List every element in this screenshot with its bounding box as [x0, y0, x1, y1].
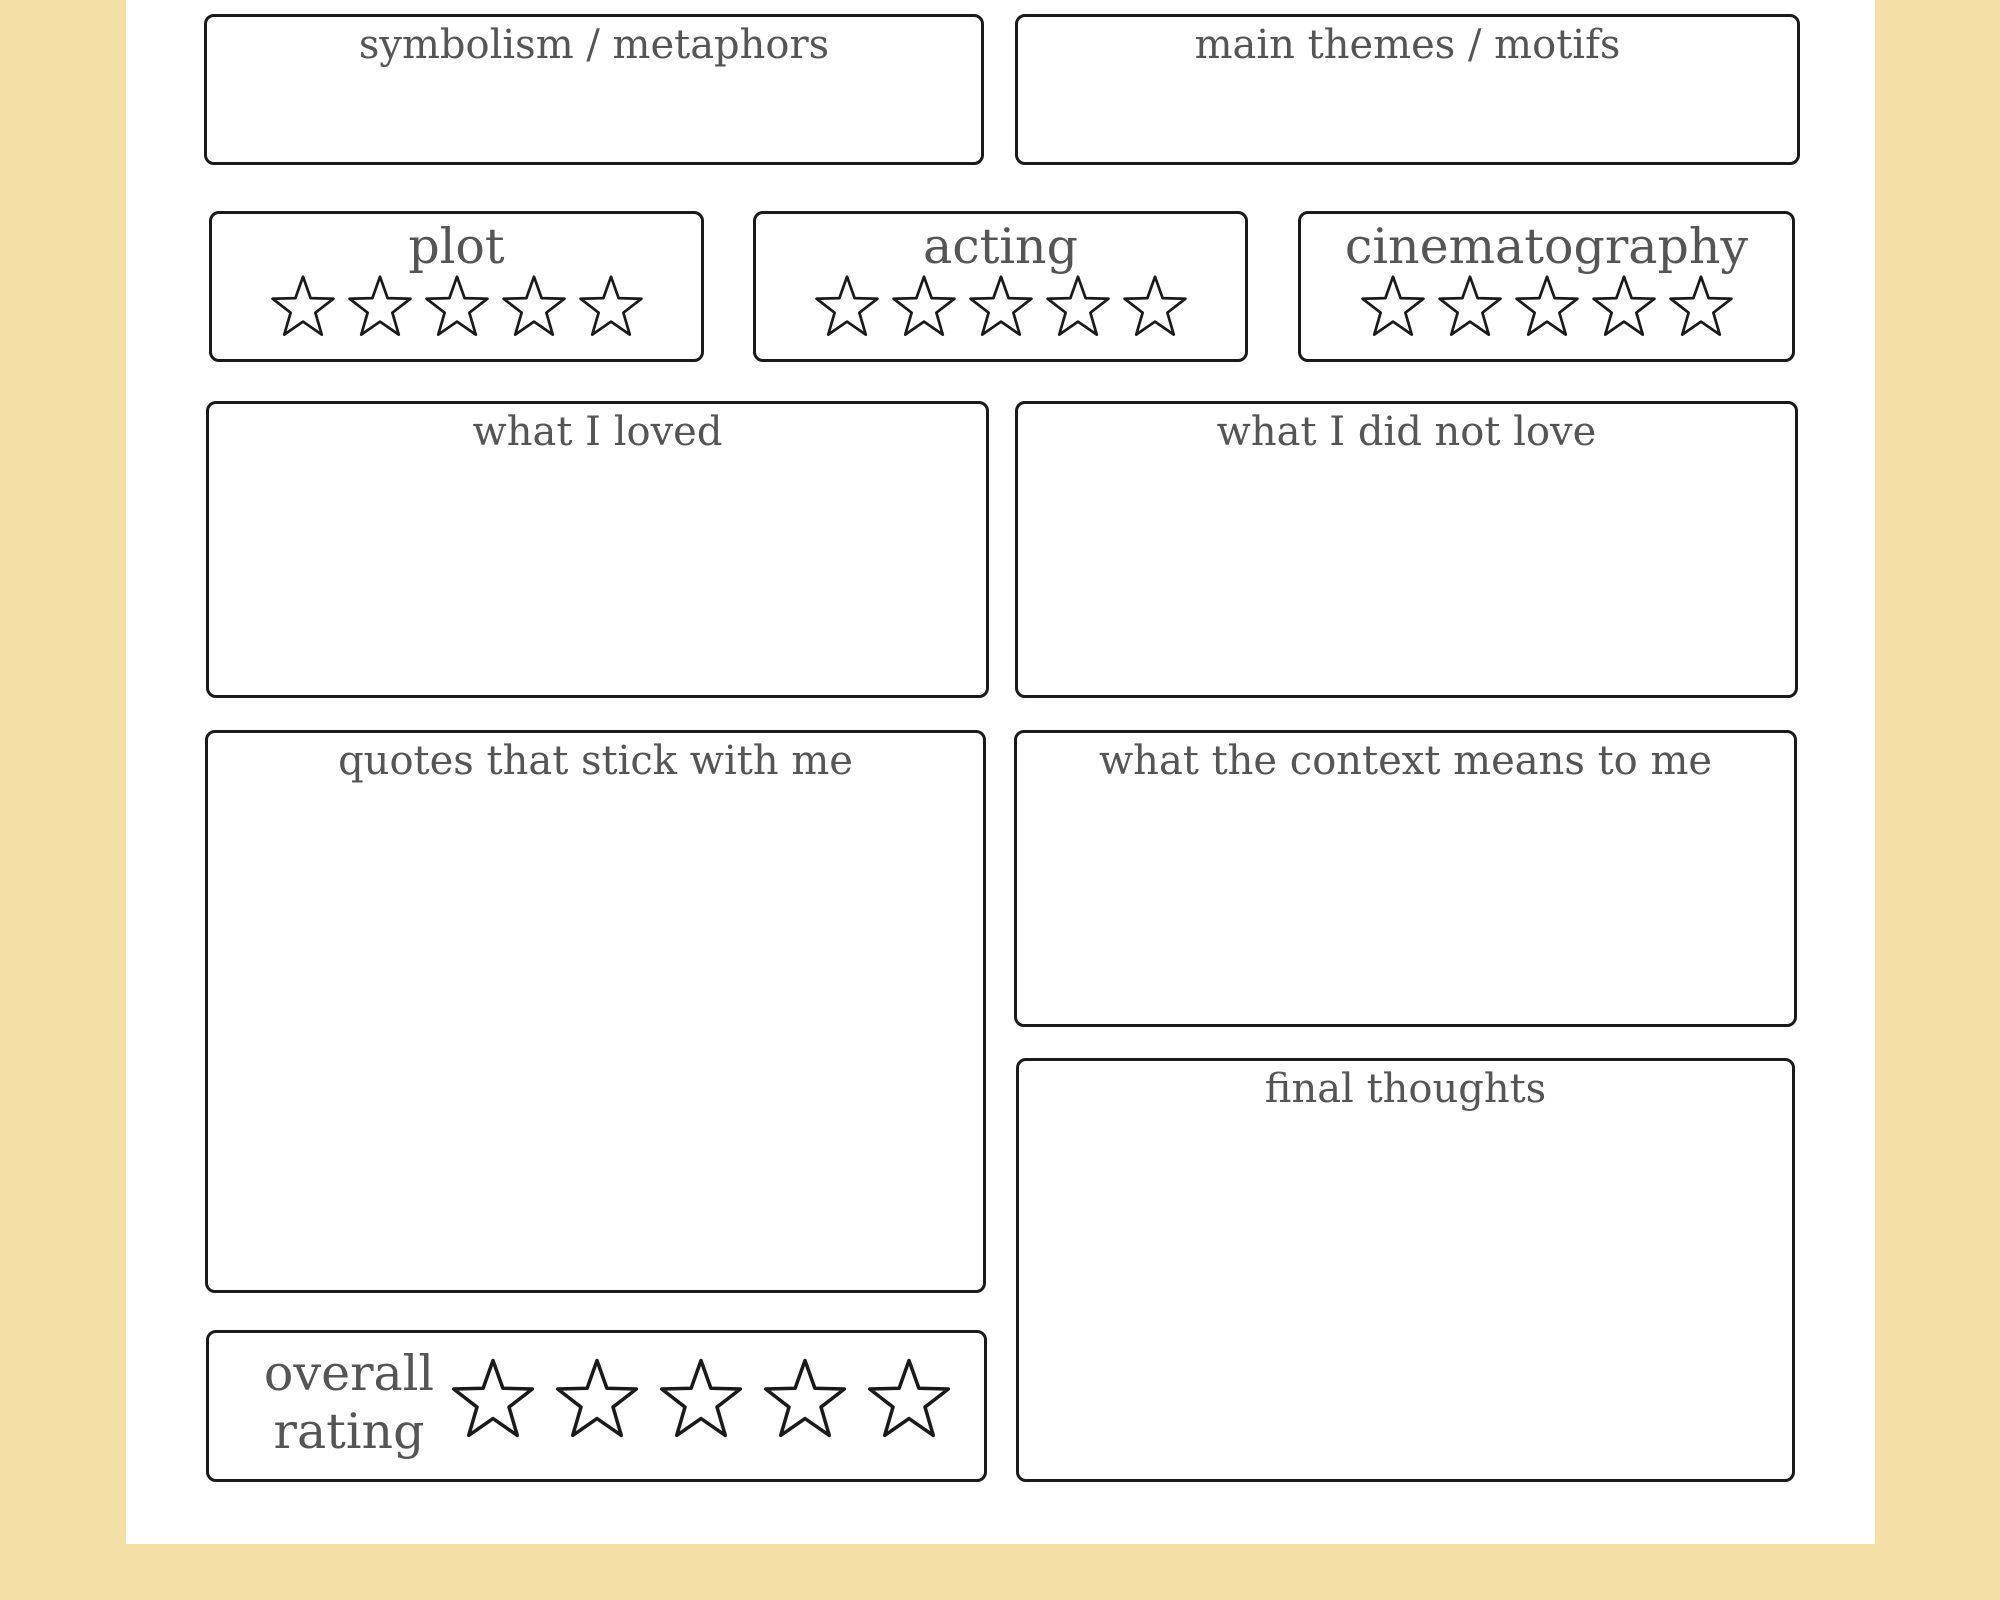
context-box[interactable]	[1014, 730, 1797, 1027]
star-outline-icon[interactable]	[500, 274, 568, 342]
star-outline-icon[interactable]	[813, 274, 881, 342]
overall-stars[interactable]	[449, 1357, 953, 1445]
star-outline-icon[interactable]	[1044, 274, 1112, 342]
acting-rating-box	[753, 211, 1248, 362]
overall-rating-label	[249, 1345, 449, 1461]
overall-label-line1: overall	[263, 1345, 435, 1402]
symbolism-box[interactable]	[204, 14, 984, 165]
final-thoughts-title: final thoughts	[1264, 1066, 1547, 1112]
worksheet-page	[126, 0, 1875, 1544]
star-outline-icon[interactable]	[1121, 274, 1189, 342]
star-outline-icon[interactable]	[1590, 274, 1658, 342]
cinematography-stars[interactable]	[1301, 274, 1792, 342]
star-outline-icon[interactable]	[577, 274, 645, 342]
quotes-title: quotes that stick with me	[338, 738, 853, 784]
star-outline-icon[interactable]	[890, 274, 958, 342]
star-outline-icon[interactable]	[553, 1357, 641, 1445]
loved-box[interactable]	[206, 401, 989, 698]
star-outline-icon[interactable]	[1667, 274, 1735, 342]
star-outline-icon[interactable]	[346, 274, 414, 342]
loved-title: what I loved	[472, 409, 723, 455]
themes-title: main themes / motifs	[1194, 22, 1621, 68]
star-outline-icon[interactable]	[423, 274, 491, 342]
overall-label-line2: rating	[273, 1403, 425, 1460]
plot-rating-box	[209, 211, 704, 362]
star-outline-icon[interactable]	[449, 1357, 537, 1445]
star-outline-icon[interactable]	[657, 1357, 745, 1445]
star-outline-icon[interactable]	[865, 1357, 953, 1445]
acting-stars[interactable]	[756, 274, 1245, 342]
themes-box[interactable]	[1015, 14, 1800, 165]
overall-rating-box	[206, 1330, 987, 1482]
plot-stars[interactable]	[212, 274, 701, 342]
star-outline-icon[interactable]	[269, 274, 337, 342]
star-outline-icon[interactable]	[761, 1357, 849, 1445]
plot-title: plot	[408, 218, 505, 275]
not-loved-title: what I did not love	[1216, 409, 1597, 455]
symbolism-title: symbolism / metaphors	[358, 22, 830, 68]
acting-title: acting	[923, 218, 1078, 275]
star-outline-icon[interactable]	[1436, 274, 1504, 342]
quotes-box[interactable]	[205, 730, 986, 1293]
final-thoughts-box[interactable]	[1016, 1058, 1795, 1482]
star-outline-icon[interactable]	[967, 274, 1035, 342]
context-title: what the context means to me	[1098, 738, 1713, 784]
not-loved-box[interactable]	[1015, 401, 1798, 698]
star-outline-icon[interactable]	[1359, 274, 1427, 342]
star-outline-icon[interactable]	[1513, 274, 1581, 342]
cinematography-rating-box	[1298, 211, 1795, 362]
cinematography-title: cinematography	[1344, 218, 1749, 275]
